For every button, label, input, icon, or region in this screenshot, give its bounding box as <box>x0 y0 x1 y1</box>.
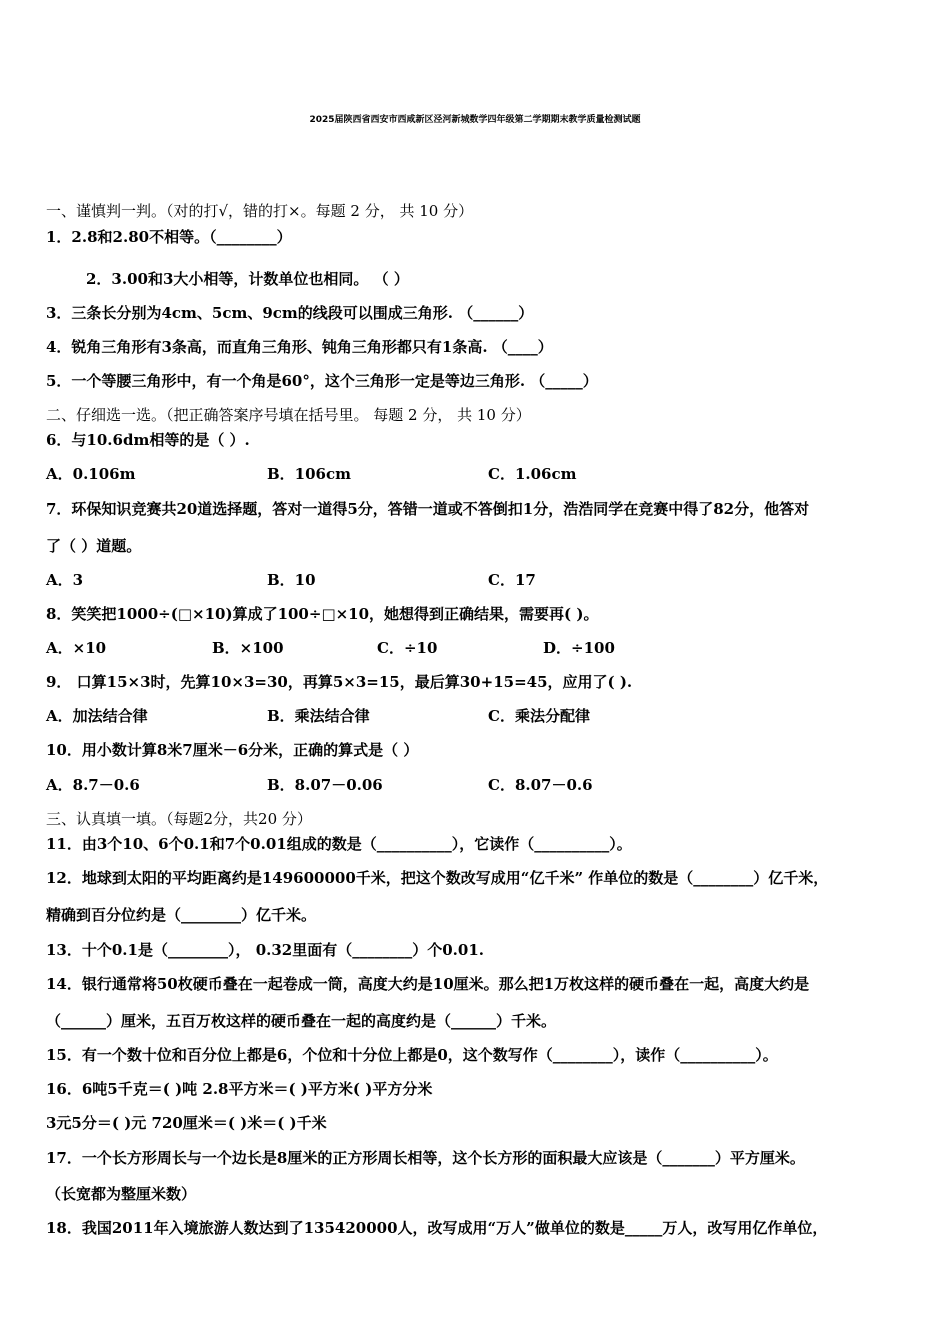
question-10: 10．用小数计算8米7厘米－6分米，正确的算式是（ ） <box>46 741 419 759</box>
question-14-continued: （______）厘米，五百万枚这样的硬币叠在一起的高度约是（______）千米。 <box>46 1012 557 1030</box>
question-10-option-b: B．8.07－0.06 <box>267 776 383 794</box>
question-16-continued: 3元5分＝( )元 720厘米＝( )米＝( )千米 <box>46 1114 327 1132</box>
question-17-note: （长宽都为整厘米数） <box>46 1185 197 1203</box>
question-11: 11．由3个10、6个0.1和7个0.01组成的数是（__________），它读作（__________）。 <box>46 835 632 853</box>
question-6-option-c: C．1.06cm <box>488 465 577 483</box>
question-4: 4．锐角三角形有3条高，而直角三角形、钝角三角形都只有1条高. （____） <box>46 338 553 356</box>
question-9-option-b: B．乘法结合律 <box>267 707 370 725</box>
question-8-option-b: B．×100 <box>212 639 284 657</box>
question-9-option-c: C．乘法分配律 <box>488 707 590 725</box>
question-14: 14．银行通常将50枚硬币叠在一起卷成一筒，高度大约是10厘米。那么把1万枚这样的硬币叠在一起，高度大约是 <box>46 975 810 993</box>
question-6-option-a: A．0.106m <box>46 465 136 483</box>
question-7-option-b: B．10 <box>267 571 316 589</box>
question-9-option-a: A．加法结合律 <box>46 707 148 725</box>
question-15: 15．有一个数十位和百分位上都是6，个位和十分位上都是0，这个数写作（________），读作（__________）。 <box>46 1046 778 1064</box>
question-16: 16．6吨5千克＝( )吨 2.8平方米＝( )平方米( )平方分米 <box>46 1080 433 1098</box>
question-12-continued: 精确到百分位约是（________）亿千米。 <box>46 906 317 924</box>
page-title: 2025届陕西省西安市西咸新区泾河新城数学四年级第二学期期末教学质量检测试题 <box>309 115 641 125</box>
question-13: 13．十个0.1是（________）， 0.32里面有（________）个0.01. <box>46 941 484 959</box>
question-7-option-a: A．3 <box>46 571 84 589</box>
question-17: 17．一个长方形周长与一个边长是8厘米的正方形周长相等，这个长方形的面积最大应该是（_______）平方厘米。 <box>46 1149 805 1167</box>
question-6: 6．与10.6dm相等的是（ ）. <box>46 431 250 449</box>
question-12: 12．地球到太阳的平均距离约是149600000千米，把这个数改写成用“亿千米” 作单位的数是（________）亿千米， <box>46 869 829 887</box>
question-8-option-d: D．÷100 <box>543 639 615 657</box>
question-7: 7．环保知识竞赛共20道选择题，答对一道得5分，答错一道或不答倒扣1分，浩浩同学在竞赛中得了82分，他答对 <box>46 500 810 518</box>
question-8-option-c: C．÷10 <box>377 639 438 657</box>
question-8: 8．笑笑把1000÷(□×10)算成了100÷□×10，她想得到正确结果，需要再( )。 <box>46 605 599 623</box>
question-10-option-a: A．8.7－0.6 <box>46 776 140 794</box>
question-18: 18．我国2011年入境旅游人数达到了135420000人，改写成用“万人”做单位的数是_____万人，改写用亿作单位， <box>46 1219 828 1237</box>
section-3-header: 三、认真填一填。（每题2分，共20 分） <box>46 810 312 828</box>
question-5: 5．一个等腰三角形中，有一个角是60°，这个三角形一定是等边三角形. （_____） <box>46 372 598 390</box>
question-7-continued: 了（ ）道题。 <box>46 537 142 555</box>
question-8-option-a: A．×10 <box>46 639 107 657</box>
section-1-header: 一、谨慎判一判。（对的打√，错的打×。每题 2 分， 共 10 分） <box>46 202 474 220</box>
question-10-option-c: C．8.07－0.6 <box>488 776 593 794</box>
question-6-option-b: B．106cm <box>267 465 351 483</box>
question-9: 9． 口算15×3时，先算10×3=30，再算5×3=15，最后算30+15=45，应用了( ). <box>46 673 633 691</box>
question-3: 3．三条长分别为4cm、5cm、9cm的线段可以围成三角形. （______） <box>46 304 534 322</box>
question-1: 1．2.8和2.80不相等。（________） <box>46 228 292 246</box>
section-2-header: 二、仔细选一选。（把正确答案序号填在括号里。 每题 2 分， 共 10 分） <box>46 406 531 424</box>
question-7-option-c: C．17 <box>488 571 536 589</box>
question-2: 2．3.00和3大小相等，计数单位也相同。 （ ） <box>86 270 409 288</box>
